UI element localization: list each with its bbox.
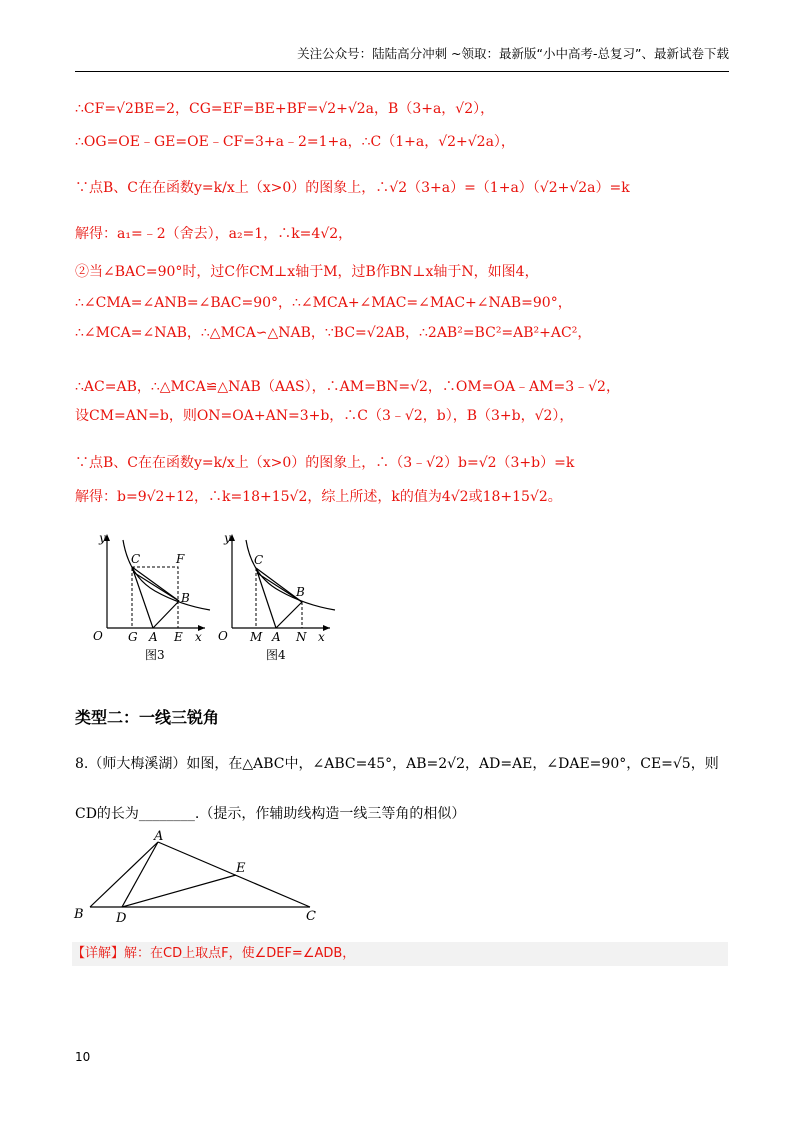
segment-AC xyxy=(158,842,310,907)
solution-line: 解得：b=9√2+12，∴k=18+15√2，综上所述，k的值为4√2或18+15√2。 xyxy=(75,489,562,505)
segment-DE xyxy=(122,875,236,907)
label-O: O xyxy=(218,629,228,643)
label-A: A xyxy=(154,830,164,844)
section-title: 类型二：一线三锐角 xyxy=(75,708,220,727)
segment-AB xyxy=(276,602,302,628)
segment-CA xyxy=(132,567,153,628)
segment-CB-inner xyxy=(133,572,179,601)
solution-line: 解得：a₁=﹣2（舍去），a₂=1，∴k=4√2， xyxy=(75,226,353,242)
segment-AB xyxy=(153,601,179,628)
solution-line: ∴∠MCA=∠NAB，∴△MCA∽△NAB，∵BC=√2AB，∴2AB²=BC²=AB²+AC²， xyxy=(75,325,592,341)
label-B: B xyxy=(181,591,190,605)
solution-text: 解：在CD上取点F，使∠DEF=∠ADB， xyxy=(124,946,356,961)
figure-3 xyxy=(85,528,215,668)
header-divider xyxy=(75,71,729,72)
page-header: 关注公众号：陆陆高分冲刺 ~领取：最新版“小中高考-总复习”、最新试卷下载 xyxy=(297,46,729,61)
question-line-2: CD的长为________.（提示，作辅助线构造一线三等角的相似） xyxy=(75,806,466,822)
segment-BA xyxy=(90,842,158,907)
label-B: B xyxy=(74,907,84,922)
solution-line: ∴∠CMA=∠ANB=∠BAC=90°，∴∠MCA+∠MAC=∠MAC+∠NAB=90°， xyxy=(75,295,572,311)
label-y: y xyxy=(99,531,106,545)
figure-3-caption: 图3 xyxy=(145,648,165,662)
label-C: C xyxy=(254,553,264,567)
label-A: A xyxy=(272,630,281,644)
label-A: A xyxy=(149,630,158,644)
label-E: E xyxy=(174,630,183,644)
label-M: M xyxy=(250,630,263,644)
solution-line: ∵点B、C在在函数y=k/x上（x>0）的图象上，∴（3﹣√2）b=√2（3+b）=k xyxy=(75,455,575,471)
solution-line: ∵点B、C在在函数y=k/x上（x>0）的图象上，∴√2（3+a）=（1+a）（√2+√2a）=k xyxy=(75,180,630,196)
solution-line: ∴AC=AB，∴△MCA≌△NAB（AAS），∴AM=BN=√2，∴OM=OA﹣AM=3﹣√2， xyxy=(75,379,620,395)
label-y: y xyxy=(224,531,231,545)
label-B: B xyxy=(296,585,305,599)
label-G: G xyxy=(128,630,138,644)
solution-tag: 【详解】 xyxy=(72,946,125,961)
segment-CA xyxy=(256,568,276,628)
label-C: C xyxy=(131,552,141,566)
solution-line: ∴CF=√2BE=2，CG=EF=BE+BF=√2+√2a，B（3+a，√2）， xyxy=(75,101,495,117)
label-O: O xyxy=(93,629,103,643)
solution-line: 设CM=AN=b，则ON=OA+AN=3+b，∴C（3﹣√2，b），B（3+b，√2）， xyxy=(75,408,574,424)
label-x: x xyxy=(195,630,202,644)
page-number: 10 xyxy=(75,1050,91,1064)
label-C: C xyxy=(306,909,316,924)
label-N: N xyxy=(296,630,307,644)
hyperbola-curve xyxy=(123,540,210,610)
label-F: F xyxy=(176,552,185,566)
figure-4 xyxy=(210,528,340,668)
label-D: D xyxy=(116,911,127,925)
label-x: x xyxy=(318,630,325,644)
solution-line: ②当∠BAC=90°时，过C作CM⊥x轴于M，过B作BN⊥x轴于N，如图4， xyxy=(75,264,539,280)
label-E: E xyxy=(236,861,246,876)
triangle-figure xyxy=(70,830,330,925)
solution-line: ∴OG=OE﹣GE=OE﹣CF=3+a﹣2=1+a，∴C（1+a，√2+√2a）， xyxy=(75,134,515,150)
segment-AD xyxy=(122,842,158,907)
figure-4-caption: 图4 xyxy=(266,648,286,662)
solution-box xyxy=(72,942,728,966)
question-line-1: 8.（师大梅溪湖）如图，在△ABC中，∠ABC=45°，AB=2√2，AD=AE，∠DAE=90°，CE=√5，则 xyxy=(75,756,719,772)
